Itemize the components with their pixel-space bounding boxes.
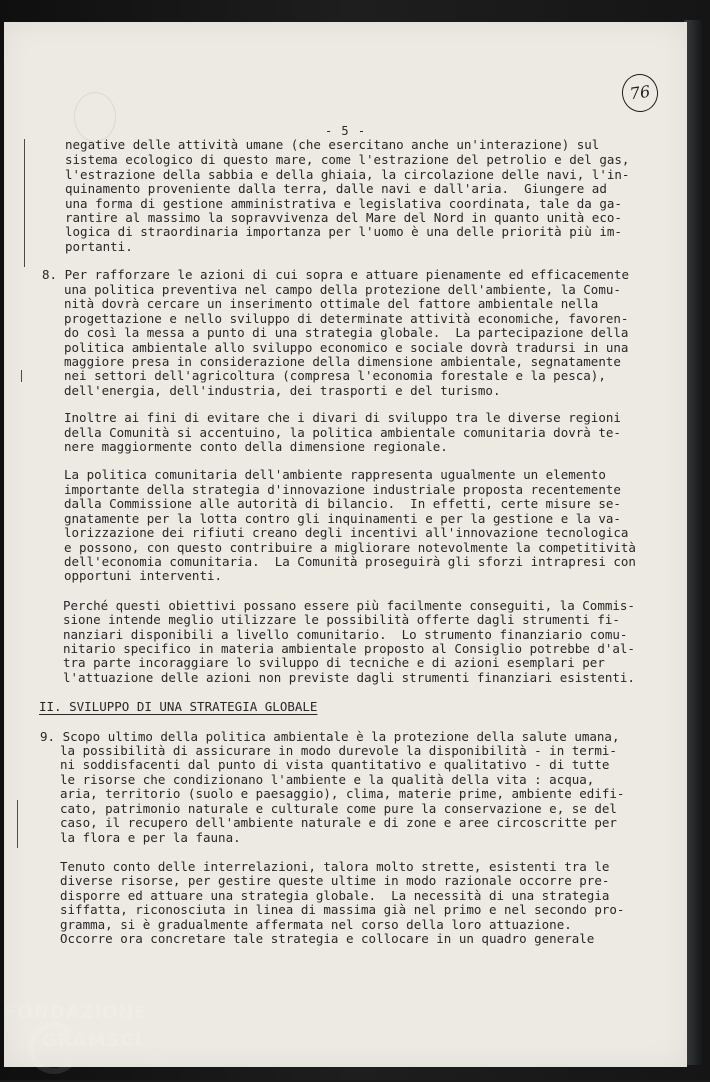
text-line: le risorse che condizionano l'ambiente e la qualità della vita : acqua, — [60, 772, 595, 787]
text-line: nitario specifico in materia ambientale proposto al Consiglio potrebbe d'al- — [63, 641, 635, 656]
text-line: gnatamente per la lotta contro gli inquinamenti e per la gestione e la va- — [64, 511, 621, 526]
text-line: dell'energia, dell'industria, dei trasporti e del turismo. — [64, 383, 501, 398]
text-line: una politica preventiva nel campo della protezione dell'ambiente, la Comu- — [64, 282, 621, 297]
text-line: lorizzazione dei rifiuti creano degli incentivi all'innovazione tecnologica — [64, 525, 629, 540]
binder-edge — [684, 20, 704, 1065]
text-line: sistema ecologico di questo mare, come l'estrazione del petrolio e del gas, — [65, 152, 630, 167]
text-line: Perché questi obiettivi possano essere più facilmente conseguiti, la Commis- — [63, 598, 635, 613]
text-line: 9. Scopo ultimo della politica ambientale è la protezione della salute umana, — [40, 729, 620, 744]
text-line: la possibilità di assicurare in modo durevole la disponibilità - in termi- — [60, 743, 617, 758]
text-line: dalla Commissione alle autorità di bilancio. In effetti, certe misure se- — [64, 496, 621, 511]
text-line: maggiore presa in considerazione della dimensione ambientale, segnatamente — [64, 354, 621, 369]
margin-mark — [21, 370, 22, 382]
text-line: Tenuto conto delle interrelazioni, talora molto strette, esistenti tra le — [60, 859, 610, 874]
watermark-line2: GRAMSCI — [42, 1030, 143, 1051]
text-line: la flora e per la fauna. — [60, 830, 241, 845]
text-line: sione intende meglio utilizzare le possibilità offerte dagli strumenti fi- — [63, 612, 620, 627]
page-number: - 5 - — [324, 124, 367, 138]
text-line: do così la messa a punto di una strategia globale. La partecipazione della — [64, 325, 629, 340]
text-line: dell'economia comunitaria. La Comunità proseguirà gli sforzi intrapresi con — [64, 554, 636, 569]
text-line: una forma di gestione amministrativa e legislativa coordinata, tale da ga- — [65, 196, 622, 211]
text-line: diverse risorse, per gestire queste ultime in modo razionale occorre pre- — [60, 873, 610, 888]
document-page — [4, 22, 687, 1067]
text-line: Occorre ora concretare tale strategia e collocare in un quadro generale — [60, 931, 595, 946]
text-line: progettazione e nello sviluppo di determinate attività economiche, favoren- — [64, 311, 629, 326]
text-line: l'estrazione della sabbia e della ghiaia, la circolazione delle navi, l'in- — [65, 167, 630, 182]
text-line: politica ambientale allo sviluppo economico e sociale dovrà tradursi in una — [64, 340, 629, 355]
margin-mark — [17, 800, 18, 848]
text-line: nità dovrà cercare un inserimento ottimale del fattore ambientale nella — [64, 296, 599, 311]
text-line: disporre ed attuare una strategia globale. La necessità di una strategia — [60, 888, 610, 903]
text-line: 8. Per rafforzare le azioni di cui sopra e attuare pienamente ed efficacemente — [42, 267, 629, 282]
text-line: opportuni interventi. — [64, 568, 223, 583]
text-line: ni soddisfacenti dal punto di vista quantitativo e qualitativo - di tutte — [60, 757, 610, 772]
text-line: l'attuazione delle azioni non previste dagli strumenti finanziari esistenti. — [63, 670, 635, 685]
text-line: nanziari disponibili a livello comunitario. Lo strumento finanziario comu- — [63, 627, 628, 642]
text-line: aria, territorio (suolo e paesaggio), clima, materie prime, ambiente edifi- — [60, 786, 625, 801]
text-line: caso, il recupero dell'ambiente naturale e di zone e aree circoscritte per — [60, 815, 617, 830]
section-heading: II. SVILUPPO DI UNA STRATEGIA GLOBALE — [39, 699, 318, 714]
text-line: cato, patrimonio naturale e culturale come pure la conservazione e, se del — [60, 801, 617, 816]
text-line: gramma, si è gradualmente affermata nel corso della loro attuazione. — [60, 917, 572, 932]
watermark-logo — [4, 1002, 204, 1082]
text-line: siffatta, riconosciuta in linea di massima già nel primo e nel secondo pro- — [60, 902, 625, 917]
text-line: della Comunità si accentuino, la politica ambientale comunitaria dovrà te- — [64, 425, 621, 440]
text-line: La politica comunitaria dell'ambiente rappresenta ugualmente un elemento — [64, 467, 606, 482]
handwritten-page-number: 76 — [620, 72, 661, 115]
text-line: portanti. — [65, 239, 133, 254]
text-line: e possono, con questo contribuire a migliorare notevolmente la competitività — [64, 540, 636, 555]
text-line: importante della strategia d'innovazione industriale proposta recentemente — [64, 482, 621, 497]
text-line: Inoltre ai fini di evitare che i divari di sviluppo tra le diverse regioni — [64, 410, 621, 425]
watermark-line1: FONDAZIONE — [4, 1002, 148, 1023]
text-line: nere maggiormente conto della dimensione regionale. — [64, 439, 448, 454]
margin-mark — [24, 139, 25, 267]
text-line: tra parte incoraggiare lo sviluppo di tecniche e di azioni esemplari per — [63, 655, 605, 670]
text-line: negative delle attività umane (che esercitano anche un'interazione) sul — [65, 137, 600, 152]
text-line: logica di straordinaria importanza per l'uomo è una delle priorità più im- — [65, 224, 622, 239]
watermark-sub: onlus — [146, 1052, 168, 1061]
text-line: quinamento proveniente dalla terra, dalle navi e dall'aria. Giungere ad — [65, 181, 607, 196]
text-line: rantire al massimo la sopravvivenza del Mare del Nord in quanto unità eco- — [65, 210, 622, 225]
text-line: nei settori dell'agricoltura (compresa l'economia forestale e la pesca), — [64, 368, 606, 383]
